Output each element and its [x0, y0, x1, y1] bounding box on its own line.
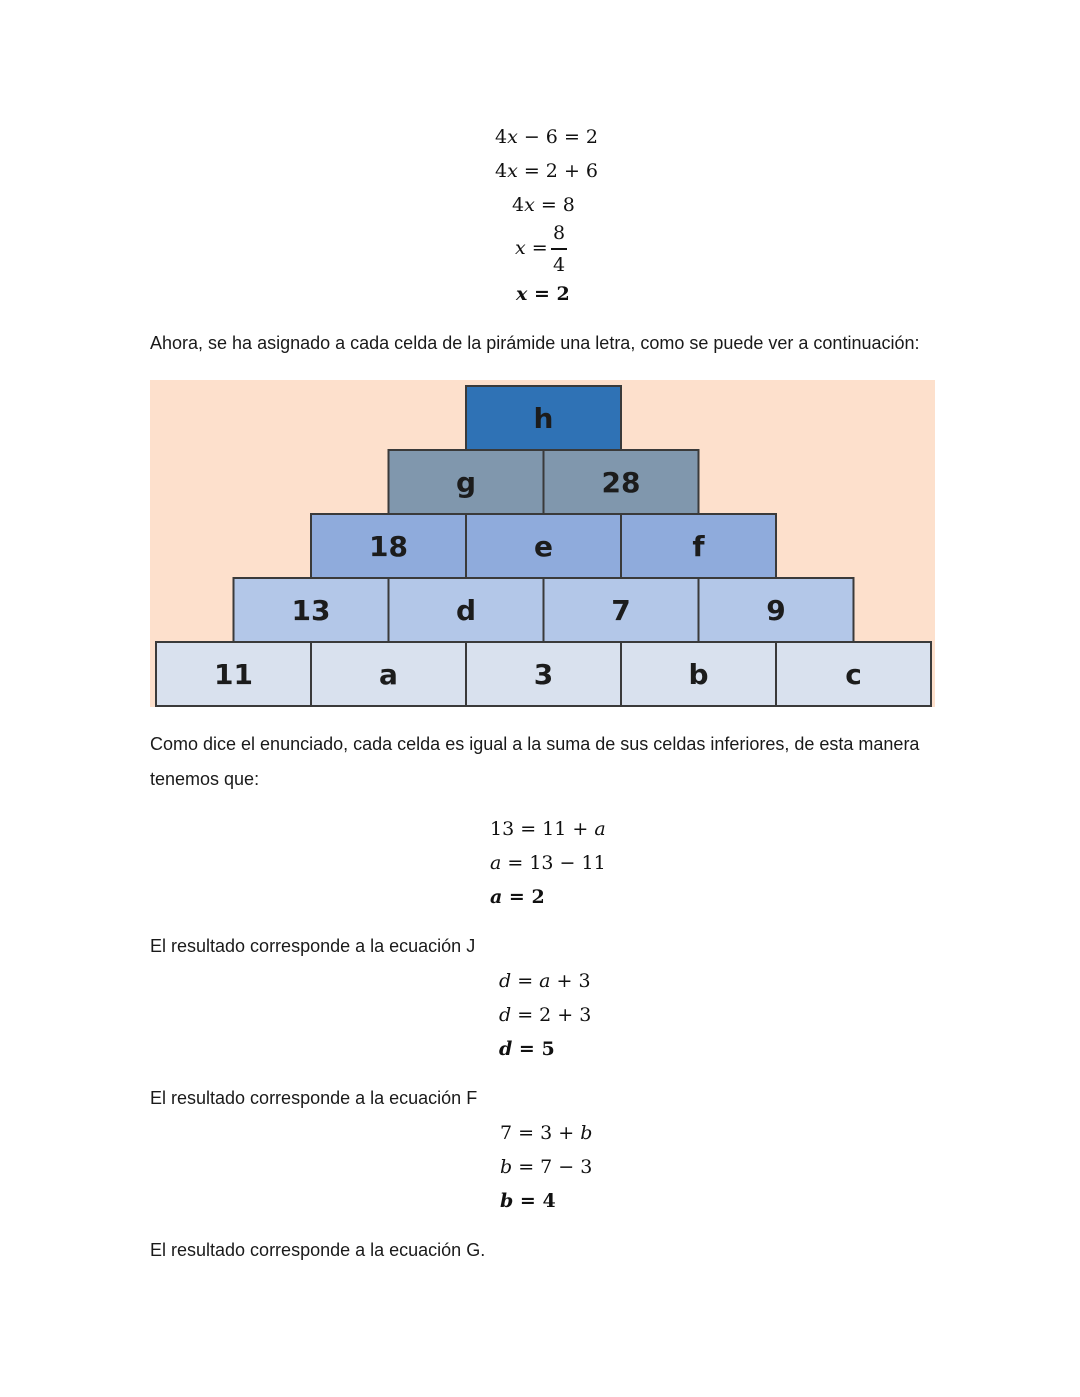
- equation-line-2: 4x = 2 + 6: [495, 160, 598, 182]
- pyramid-cell-label: 3: [533, 658, 554, 691]
- result-a-text: El resultado corresponde a la ecuación J: [150, 936, 476, 956]
- equation-a-1: 13 = 11 + a: [490, 818, 606, 840]
- pyramid-cell-label: f: [692, 530, 705, 563]
- result-d-text: El resultado corresponde a la ecuación F: [150, 1088, 478, 1108]
- explanation-line-2: tenemos que:: [150, 769, 260, 789]
- fraction-equation-lhs: x =: [515, 237, 548, 259]
- result-b: b = 4: [500, 1190, 556, 1212]
- pyramid-cell-label: 18: [369, 530, 408, 563]
- pyramid-cell-label: e: [534, 530, 553, 563]
- pyramid-cell-label: 7: [611, 594, 631, 627]
- explanation-line-1: Como dice el enunciado, cada celda es igual a la suma de sus celdas inferiores, de esta manera: [150, 734, 920, 754]
- equation-d-1: d = a + 3: [499, 970, 591, 992]
- pyramid-cell-label: 9: [766, 594, 786, 627]
- equation-b-1: 7 = 3 + b: [500, 1122, 593, 1144]
- pyramid-figure: [150, 380, 935, 707]
- equation-a-2: a = 13 − 11: [490, 852, 606, 874]
- pyramid-cell-label: b: [688, 658, 709, 691]
- pyramid-cell-label: c: [845, 658, 862, 691]
- pyramid-cell-label: a: [379, 658, 398, 691]
- equation-line-3: 4x = 8: [512, 194, 575, 216]
- pyramid-cell-label: g: [455, 466, 477, 499]
- result-x: x = 2: [516, 283, 570, 305]
- intro-paragraph: Ahora, se ha asignado a cada celda de la pirámide una letra, como se puede ver a continuación:: [150, 333, 920, 353]
- result-a: a = 2: [490, 886, 545, 908]
- fraction-bar: [551, 248, 567, 250]
- equation-b-2: b = 7 − 3: [500, 1156, 593, 1178]
- result-d: d = 5: [499, 1038, 555, 1060]
- pyramid-cell-label: 28: [601, 466, 641, 499]
- equation-d-2: d = 2 + 3: [499, 1004, 592, 1026]
- pyramid-cell-label: h: [533, 402, 554, 435]
- fraction-denominator: 4: [552, 254, 566, 276]
- pyramid-cell-label: 11: [214, 658, 253, 691]
- pyramid-cell-label: d: [455, 594, 477, 627]
- pyramid-cell-label: 13: [291, 594, 331, 627]
- equation-line-1: 4x − 6 = 2: [495, 126, 598, 148]
- fraction-numerator: 8: [552, 222, 566, 244]
- result-b-text: El resultado corresponde a la ecuación G.: [150, 1240, 486, 1260]
